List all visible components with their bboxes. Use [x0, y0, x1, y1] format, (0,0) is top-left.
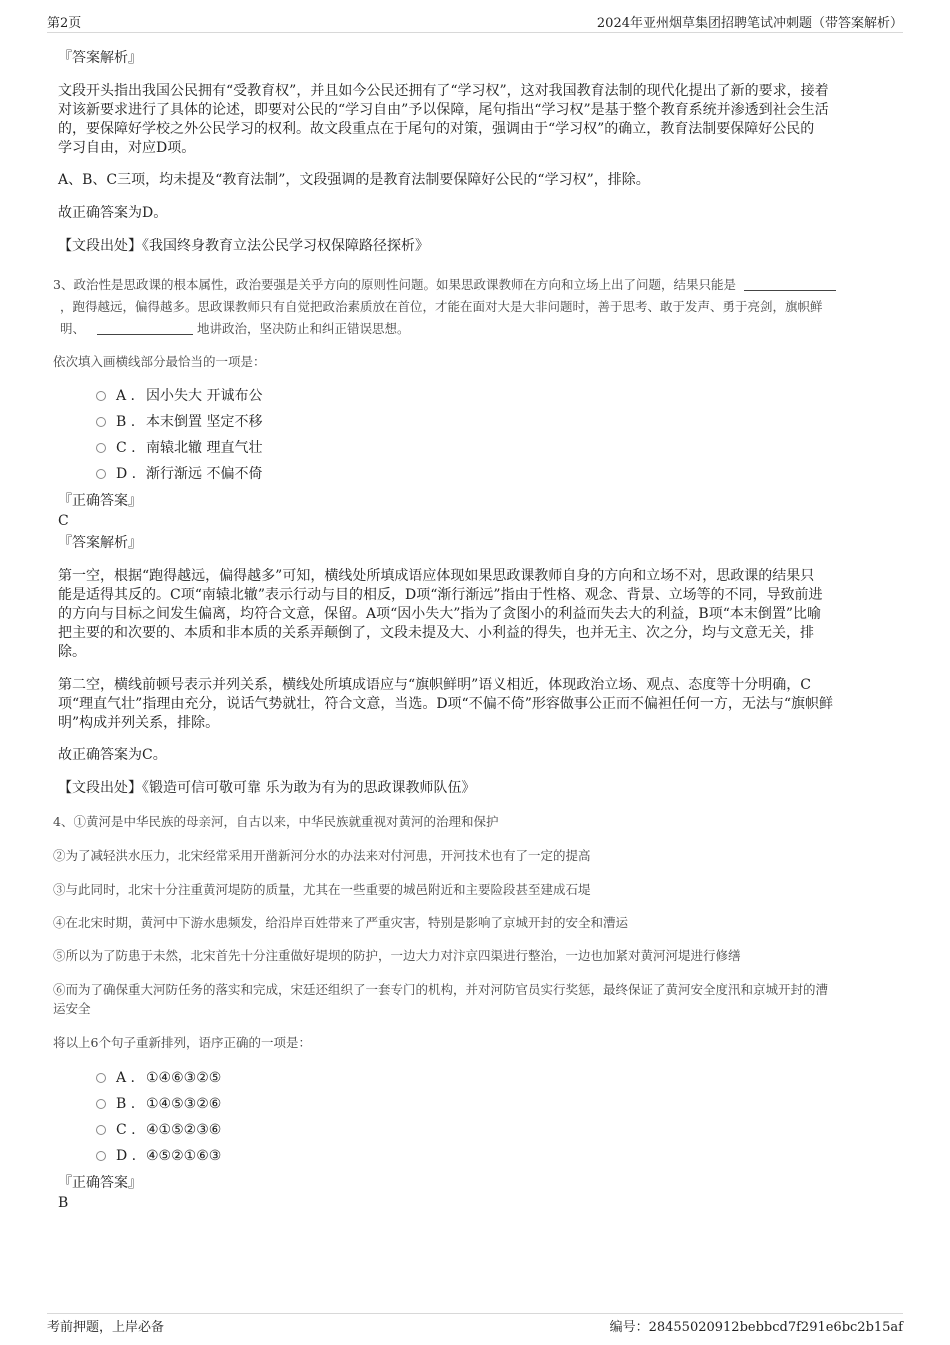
q3-stem-line-3	[60, 318, 892, 340]
q2-analysis-line-4: 学习自由，对应D项。	[58, 140, 196, 156]
q3-stem-text-1: 3、政治性是思政课的根本属性，政治要强是关乎方向的原则性问题。如果思政课教师在方向和立场上出了问题，结果只能是	[53, 277, 736, 292]
q4-sentence-1: 4、①黄河是中华民族的母亲河，自古以来，中华民族就重视对黄河的治理和保护	[53, 814, 499, 829]
q3-analysis-p2-line-2: 项“理直气壮”指理由充分，说话气势就壮，符合文意，当选。D项“不偏不倚”形容做事公正而不偏袒任何一方，无法与“旗帜鲜	[58, 696, 834, 712]
q3-analysis-p1-line-4: 把主要的和次要的、本质和非本质的关系弄颠倒了，文段未提及大、小利益的得失，也并无主、次之分，均与文意无关，排	[58, 625, 814, 641]
q3-answer-label: 『正确答案』	[58, 493, 142, 509]
q4-sentence-4: ④在北宋时期，黄河中下游水患频发，给沿岸百姓带来了严重灾害，特别是影响了京城开封的安全和漕运	[53, 915, 629, 930]
q2-analysis-line-3: 的，要保障好学校之外公民学习的权利。故文段重点在于尾句的对策，强调由于“学习权”的确立，教育法制要保障好公民的	[58, 121, 815, 137]
q3-analysis-label: 『答案解析』	[58, 535, 142, 551]
q2-analysis-line-2: 对该新要求进行了具体的论述，即要对公民的“学习自由”予以保障，尾句指出“学习权”是基于整个教育系统并渗透到社会生活	[58, 102, 829, 118]
q3-stem-line-2: ，跑得越远，偏得越多。思政课教师只有自觉把政治素质放在首位，才能在面对大是大非问题时，善于思考、敢于发声、勇于亮剑，旗帜鲜	[60, 299, 823, 314]
q2-analysis-line-1: 文段开头指出我国公民拥有“受教育权”，并且如今公民还拥有了“学习权”，这对我国教育法制的现代化提出了新的要求，接着	[58, 83, 829, 99]
q4-sentence-6b: 运安全	[53, 1001, 91, 1016]
q4-option-c[interactable]: C . ④①⑤②③⑥	[96, 1120, 221, 1140]
q3-source: 【文段出处】《锻造可信可敬可靠 乐为敢为有为的思政课教师队伍》	[58, 780, 476, 796]
q4-answer-label: 『正确答案』	[58, 1175, 142, 1191]
q3-option-c[interactable]: C . 南辕北辙 理直气壮	[96, 438, 262, 458]
page-header	[0, 0, 950, 34]
radio-icon[interactable]	[96, 1073, 106, 1083]
q4-option-d[interactable]: D . ④⑤②①⑥③	[96, 1146, 221, 1166]
document-title: 2024年亚州烟草集团招聘笔试冲刺题（带答案解析）	[596, 16, 903, 31]
q4-option-b[interactable]: B . ①④⑤③②⑥	[96, 1094, 221, 1114]
q4-answer: B	[58, 1195, 69, 1211]
q3-stem-text-3a: 明、	[60, 321, 86, 336]
footer-doc-id: 编号：28455020912bebbcd7f291e6bc2b15af	[609, 1320, 903, 1335]
q3-prompt: 依次填入画横线部分最恰当的一项是：	[53, 354, 266, 369]
header-divider	[47, 32, 903, 33]
q4-sentence-5: ⑤所以为了防患于未然，北宋首先十分注重做好堤坝的防护，一边大力对汴京四渠进行整治，一边也加紧对黄河河堤进行修缮	[53, 948, 741, 963]
radio-icon[interactable]	[96, 1151, 106, 1161]
q3-option-a[interactable]: A . 因小失大 开诚布公	[96, 386, 262, 406]
q3-stem-line-1	[53, 274, 885, 296]
q3-analysis-p1-line-1: 第一空，根据“跑得越远，偏得越多”可知，横线处所填成语应体现如果思政课教师自身的方向和立场不对，思政课的结果只	[58, 568, 815, 584]
q3-option-b[interactable]: B . 本末倒置 坚定不移	[96, 412, 262, 432]
q3-option-d[interactable]: D . 渐行渐远 不偏不倚	[96, 464, 262, 484]
radio-icon[interactable]	[96, 1125, 106, 1135]
q3-analysis-p1-line-3: 的方向与目标之间发生偏离，均符合文意，保留。A项“因小失大”指为了贪图小的利益而失去大的利益，B项“本末倒置”比喻	[58, 606, 822, 622]
q2-conclusion: 故正确答案为D。	[58, 205, 168, 221]
q3-answer: C	[58, 513, 69, 529]
radio-icon[interactable]	[96, 443, 106, 453]
q3-stem-text-3b: 地讲政治，坚决防止和纠正错误思想。	[196, 321, 410, 336]
radio-icon[interactable]	[96, 469, 106, 479]
q2-source: 【文段出处】《我国终身教育立法公民学习权保障路径探析》	[58, 238, 429, 254]
radio-icon[interactable]	[96, 391, 106, 401]
q4-sentence-2: ②为了减轻洪水压力，北宋经常采用开凿新河分水的办法来对付河患，开河技术也有了一定的提高	[53, 848, 591, 863]
q2-analysis-label: 『答案解析』	[58, 50, 142, 66]
radio-icon[interactable]	[96, 1099, 106, 1109]
q2-exclude-text: A、B、C三项，均未提及“教育法制”，文段强调的是教育法制要保障好公民的“学习权”，排除。	[58, 172, 650, 188]
q3-analysis-p1-line-2: 能是适得其反的。C项“南辕北辙”表示行动与目的相反，D项“渐行渐远”指由于性格、观念、背景、立场等的不同，导致前进	[58, 587, 823, 603]
q3-analysis-p2-line-1: 第二空，横线前顿号表示并列关系，横线处所填成语应与“旗帜鲜明”语义相近，体现政治立场、观点、态度等十分明确，C	[58, 677, 812, 693]
q3-conclusion: 故正确答案为C。	[58, 747, 167, 763]
q3-analysis-p2-line-3: 明”构成并列关系，排除。	[58, 715, 220, 731]
q4-sentence-6a: ⑥而为了确保重大河防任务的落实和完成，宋廷还组织了一套专门的机构，并对河防官员实行奖惩，最终保证了黄河安全度汛和京城开封的漕	[53, 982, 829, 997]
q4-option-a[interactable]: A . ①④⑥③②⑤	[96, 1068, 221, 1088]
q4-sentence-3: ③与此同时，北宋十分注重黄河堤防的质量，尤其在一些重要的城邑附近和主要险段甚至建成石堤	[53, 882, 591, 897]
radio-icon[interactable]	[96, 417, 106, 427]
q3-analysis-p1-line-5: 除。	[58, 644, 86, 660]
footer-divider	[47, 1313, 903, 1314]
page-number: 第2页	[47, 16, 82, 31]
q4-prompt: 将以上6个句子重新排列，语序正确的一项是：	[53, 1035, 311, 1050]
footer-slogan: 考前押题，上岸必备	[47, 1320, 165, 1335]
q3-blank-1	[744, 276, 836, 291]
q3-blank-2	[97, 320, 193, 335]
